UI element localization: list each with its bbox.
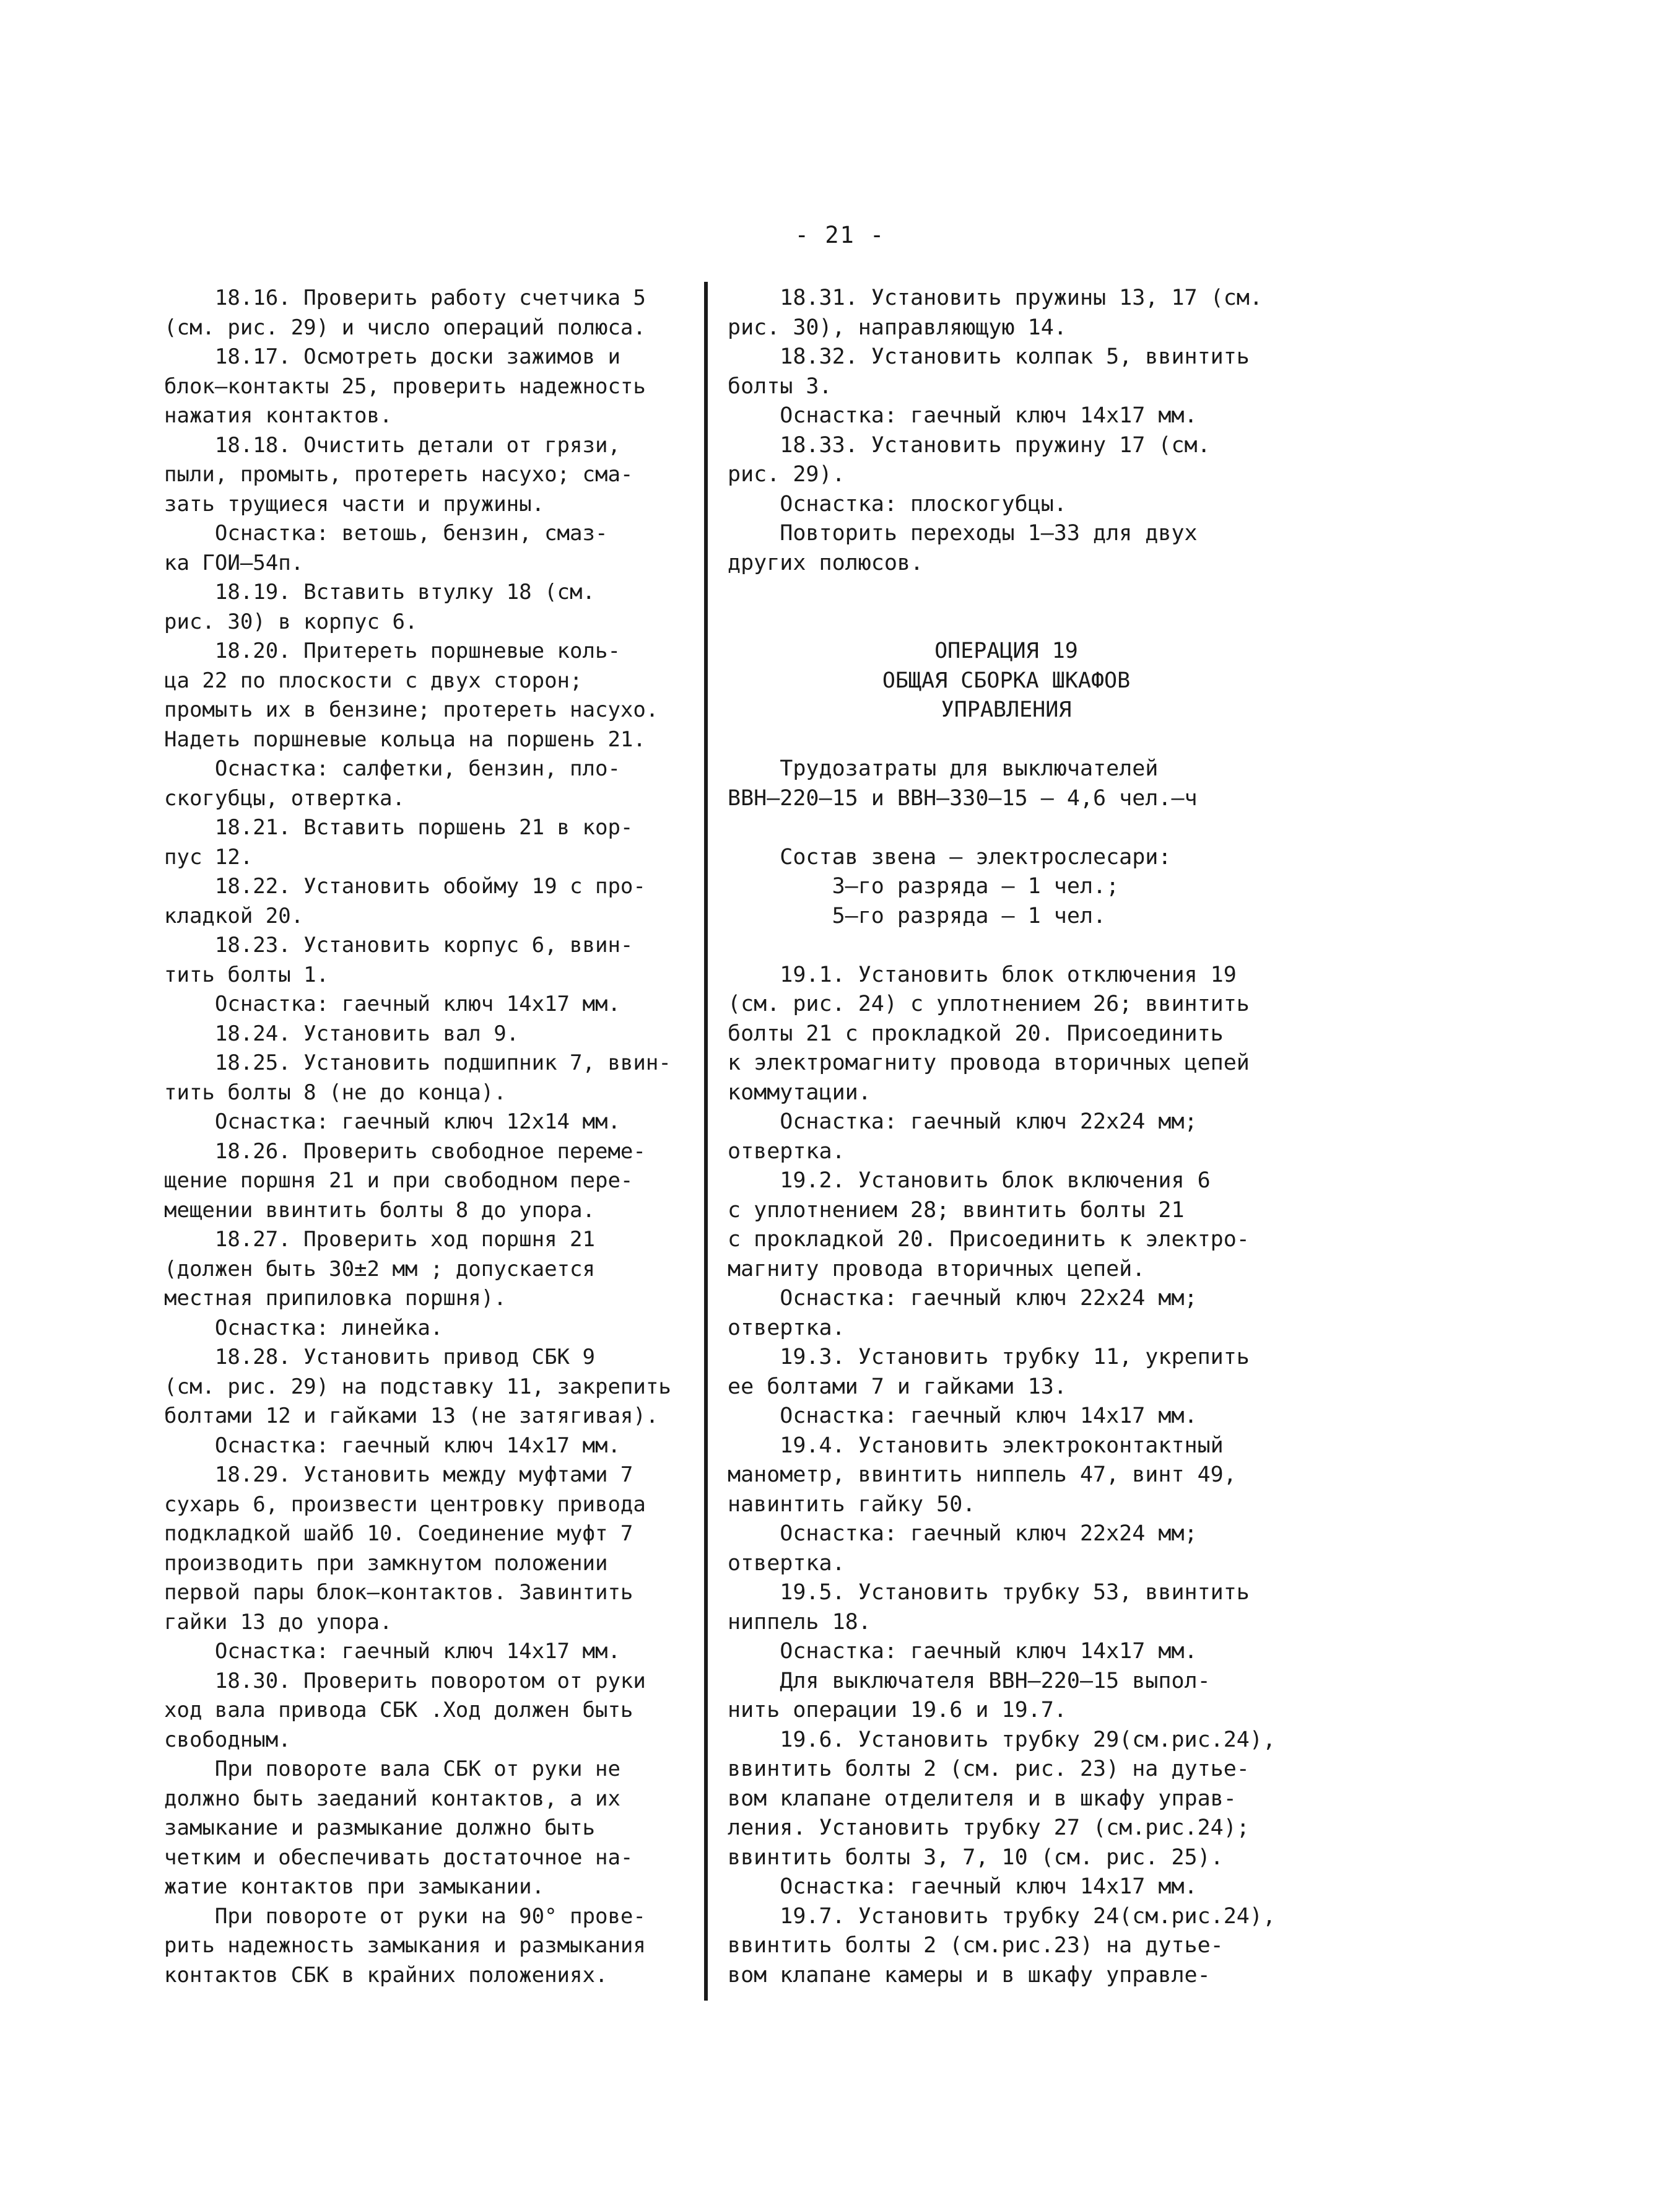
text-line: 18.32. Установить колпак 5, ввинтить bbox=[728, 344, 1250, 369]
text-line: ОПЕРАЦИЯ 19 bbox=[934, 639, 1078, 663]
left-column bbox=[164, 284, 694, 1990]
text-line bbox=[728, 578, 1285, 608]
text-line: 18.17. Осмотреть доски зажимов и bbox=[164, 344, 620, 369]
text-line: 18.33. Установить пружину 17 (см. bbox=[728, 432, 1211, 458]
text-line: ОБЩАЯ СБОРКА ШКАФОВ bbox=[882, 668, 1131, 693]
text-line: При повороте вала СБК от руки не bbox=[164, 1757, 620, 1781]
text-line: Надеть поршневые кольца на поршень 21. bbox=[164, 727, 646, 752]
text-line: отвертка. bbox=[728, 1315, 845, 1340]
text-line: Оснастка: гаечный ключ 22x24 мм; bbox=[728, 1109, 1198, 1134]
text-line: УПРАВЛЕНИЯ bbox=[941, 697, 1072, 722]
column-divider bbox=[704, 282, 708, 2001]
text-line: скогубцы, отвертка. bbox=[164, 785, 405, 811]
text-line: ления. Установить трубку 27 (см.рис.24); bbox=[728, 1815, 1250, 1840]
text-line: Оснастка: плоскогубцы. bbox=[728, 491, 1067, 517]
text-line bbox=[728, 813, 1285, 843]
text-line: пус 12. bbox=[164, 844, 253, 870]
text-line: нить операции 19.6 и 19.7. bbox=[728, 1698, 1067, 1723]
text-line: коммутации. bbox=[728, 1080, 871, 1105]
text-line: 18.25. Установить подшипник 7, ввин- bbox=[164, 1050, 671, 1075]
text-line: Оснастка: гаечный ключ 12x14 мм. bbox=[164, 1109, 620, 1134]
text-line: 18.22. Установить обойму 19 с про- bbox=[164, 874, 646, 899]
text-line: Оснастка: гаечный ключ 22x24 мм; bbox=[728, 1521, 1198, 1546]
right-column bbox=[728, 284, 1285, 1990]
text-line: 18.23. Установить корпус 6, ввин- bbox=[164, 933, 633, 958]
text-line: Оснастка: линейка. bbox=[164, 1315, 443, 1340]
text-line: 18.16. Проверить работу счетчика 5 bbox=[164, 286, 646, 310]
text-line bbox=[728, 931, 1285, 961]
text-line: Для выключателя ВВН–220–15 выпол- bbox=[728, 1668, 1211, 1693]
text-line: Оснастка: гаечный ключ 14x17 мм. bbox=[164, 992, 620, 1016]
text-line: 18.27. Проверить ход поршня 21 bbox=[164, 1227, 595, 1252]
text-line: 19.2. Установить блок включения 6 bbox=[728, 1168, 1211, 1193]
text-line: 19.5. Установить трубку 53, ввинтить bbox=[728, 1580, 1250, 1605]
text-line: 18.18. Очистить детали от грязи, bbox=[164, 432, 620, 458]
text-line: (см. рис. 29) на подставку 11, закрепить bbox=[164, 1374, 671, 1399]
text-line: ввинтить болты 3, 7, 10 (см. рис. 25). bbox=[728, 1845, 1224, 1870]
text-line: с прокладкой 20. Присоединить к электро- bbox=[728, 1227, 1250, 1252]
text-line: болтами 12 и гайками 13 (не затягивая). bbox=[164, 1404, 659, 1428]
text-line: 18.28. Установить привод СБК 9 bbox=[164, 1345, 595, 1369]
text-line: Оснастка: гаечный ключ 14x17 мм. bbox=[164, 1639, 620, 1664]
text-line: промыть их в бензине; протереть насухо. bbox=[164, 697, 659, 722]
text-line: Оснастка: гаечный ключ 14x17 мм. bbox=[728, 403, 1198, 428]
text-line: 18.29. Установить между муфтами 7 bbox=[164, 1462, 633, 1487]
text-line: (см. рис. 29) и число операций полюса. bbox=[164, 315, 646, 340]
text-line: свободным. bbox=[164, 1727, 291, 1752]
text-line: ниппель 18. bbox=[728, 1609, 871, 1635]
text-line: подкладкой шайб 10. Соединение муфт 7 bbox=[164, 1521, 633, 1546]
text-line bbox=[728, 608, 1285, 637]
text-line: первой пары блок–контактов. Завинтить bbox=[164, 1580, 633, 1605]
text-line: отвертка. bbox=[728, 1138, 845, 1164]
text-line: рис. 30) в корпус 6. bbox=[164, 609, 418, 634]
text-line: болты 3. bbox=[728, 373, 832, 399]
text-line: рить надежность замыкания и размыкания bbox=[164, 1933, 646, 1958]
text-line: должно быть заеданий контактов, а их bbox=[164, 1786, 620, 1811]
text-line: 19.3. Установить трубку 11, укрепить bbox=[728, 1345, 1250, 1369]
text-line: Оснастка: гаечный ключ 22x24 мм; bbox=[728, 1286, 1198, 1311]
text-line: рис. 30), направляющую 14. bbox=[728, 315, 1067, 340]
text-line: 18.30. Проверить поворотом от руки bbox=[164, 1668, 646, 1693]
text-line: четким и обеспечивать достаточное на- bbox=[164, 1845, 633, 1870]
text-line: с уплотнением 28; ввинтить болты 21 bbox=[728, 1197, 1185, 1223]
text-line: нажатия контактов. bbox=[164, 403, 393, 428]
text-line: отвертка. bbox=[728, 1550, 845, 1576]
text-line: Оснастка: гаечный ключ 14x17 мм. bbox=[728, 1639, 1198, 1664]
text-line: навинтить гайку 50. bbox=[728, 1491, 976, 1517]
text-line: ее болтами 7 и гайками 13. bbox=[728, 1374, 1067, 1399]
text-line: 18.24. Установить вал 9. bbox=[164, 1021, 520, 1046]
page-number: - 21 - bbox=[794, 222, 886, 248]
text-line: сухарь 6, произвести центровку привода bbox=[164, 1491, 646, 1517]
text-line: мещении ввинтить болты 8 до упора. bbox=[164, 1197, 595, 1223]
text-line: щение поршня 21 и при свободном пере- bbox=[164, 1168, 633, 1193]
text-line: ход вала привода СБК .Ход должен быть bbox=[164, 1698, 633, 1723]
text-line: ввинтить болты 2 (см.рис.23) на дутье- bbox=[728, 1933, 1224, 1958]
text-line: к электромагниту провода вторичных цепей bbox=[728, 1050, 1250, 1075]
text-line: ца 22 по плоскости с двух сторон; bbox=[164, 668, 583, 693]
text-line: контактов СБК в крайних положениях. bbox=[164, 1962, 608, 1988]
text-line: 18.21. Вставить поршень 21 в кор- bbox=[164, 815, 633, 840]
text-line: 19.4. Установить электроконтактный bbox=[728, 1433, 1224, 1458]
text-line: Оснастка: салфетки, бензин, пло- bbox=[164, 756, 620, 781]
text-line: вом клапане отделителя и в шкафу управ- bbox=[728, 1786, 1237, 1811]
text-line: рис. 29). bbox=[728, 462, 845, 487]
text-line: других полюсов. bbox=[728, 550, 924, 575]
text-line: замыкание и размыкание должно быть bbox=[164, 1815, 595, 1840]
text-line: местная припиловка поршня). bbox=[164, 1286, 507, 1311]
text-line: При повороте от руки на 90° прове- bbox=[164, 1903, 646, 1929]
text-line: манометр, ввинтить ниппель 47, винт 49, bbox=[728, 1462, 1237, 1487]
text-line: Трудозатраты для выключателей bbox=[728, 756, 1159, 781]
text-line: 19.1. Установить блок отключения 19 bbox=[728, 962, 1237, 987]
text-line: Оснастка: гаечный ключ 14x17 мм. bbox=[164, 1433, 620, 1458]
text-line: блок–контакты 25, проверить надежность bbox=[164, 373, 646, 399]
text-line: Оснастка: гаечный ключ 14x17 мм. bbox=[728, 1874, 1198, 1899]
text-line: зать трущиеся части и пружины. bbox=[164, 491, 545, 517]
text-line: Повторить переходы 1–33 для двух bbox=[728, 521, 1198, 546]
text-line: ка ГОИ–54п. bbox=[164, 550, 304, 575]
text-line: гайки 13 до упора. bbox=[164, 1609, 393, 1635]
text-line: болты 21 с прокладкой 20. Присоединить bbox=[728, 1021, 1224, 1046]
text-line: (см. рис. 24) с уплотнением 26; ввинтить bbox=[728, 992, 1250, 1016]
text-line: Состав звена — электрослесари: bbox=[728, 844, 1172, 870]
text-line: ввинтить болты 2 (см. рис. 23) на дутье- bbox=[728, 1757, 1250, 1781]
text-line: Оснастка: гаечный ключ 14x17 мм. bbox=[728, 1404, 1198, 1428]
text-line: 19.7. Установить трубку 24(см.рис.24), bbox=[728, 1903, 1276, 1929]
text-line: кладкой 20. bbox=[164, 903, 304, 928]
text-line: пыли, промыть, протереть насухо; сма- bbox=[164, 462, 633, 487]
text-line: магниту провода вторичных цепей. bbox=[728, 1256, 1146, 1282]
text-line: 18.31. Установить пружины 13, 17 (см. bbox=[728, 286, 1263, 310]
text-line: вом клапане камеры и в шкафу управле- bbox=[728, 1962, 1211, 1988]
text-line: 19.6. Установить трубку 29(см.рис.24), bbox=[728, 1727, 1276, 1752]
text-line: тить болты 1. bbox=[164, 962, 329, 987]
text-line: производить при замкнутом положении bbox=[164, 1550, 608, 1576]
text-line: 3–го разряда – 1 чел.; bbox=[728, 874, 1120, 899]
text-line: 18.26. Проверить свободное переме- bbox=[164, 1138, 646, 1164]
text-line: (должен быть 30±2 мм ; допускается bbox=[164, 1256, 595, 1282]
text-line: жатие контактов при замыкании. bbox=[164, 1874, 545, 1899]
text-line bbox=[728, 725, 1285, 755]
text-line: 5–го разряда – 1 чел. bbox=[728, 903, 1107, 928]
text-line: Оснастка: ветошь, бензин, смаз- bbox=[164, 521, 608, 546]
text-line: 18.20. Притереть поршневые коль- bbox=[164, 639, 620, 663]
text-line: 18.19. Вставить втулку 18 (см. bbox=[164, 580, 595, 605]
text-line: тить болты 8 (не до конца). bbox=[164, 1080, 507, 1105]
text-line: ВВН–220–15 и ВВН–330–15 — 4,6 чел.–ч bbox=[728, 785, 1198, 811]
